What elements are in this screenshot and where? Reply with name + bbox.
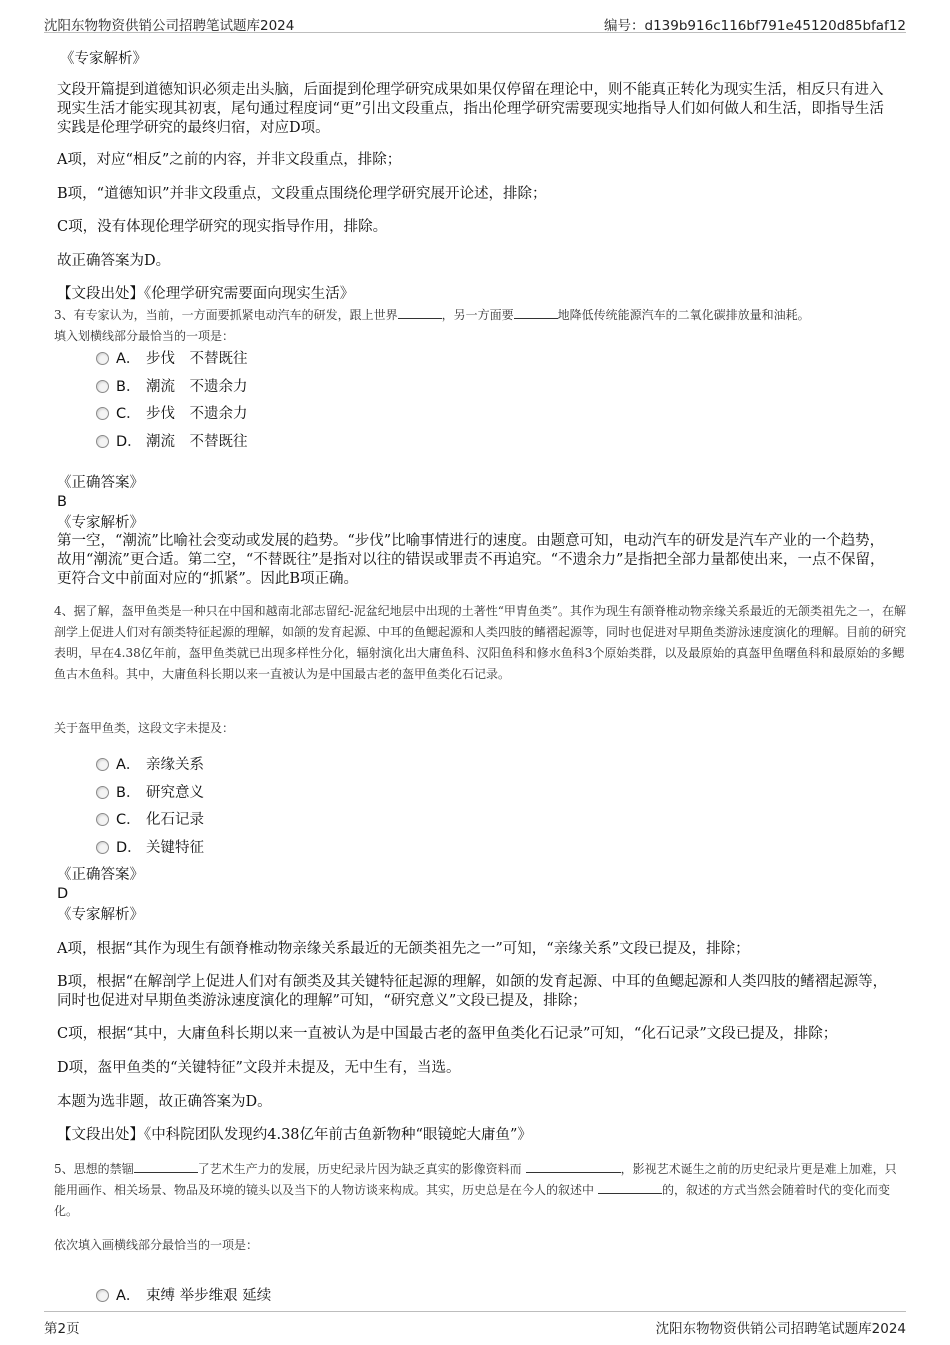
stem-part: 的，叙述的方式当然会随着时代的变化而变化。 — [54, 1183, 891, 1218]
blank-line — [526, 1160, 621, 1173]
expert-analysis-label: 《专家解析》 — [57, 515, 144, 531]
question-5-stem — [54, 1159, 906, 1222]
radio-icon[interactable] — [96, 786, 109, 799]
stem-part: ，另一方面要 — [441, 308, 514, 322]
answer-conclusion: 本题为选非题，故正确答案为D。 — [57, 1094, 272, 1110]
stem-part: 3、有专家认为，当前，一方面要抓紧电动汽车的研发，跟上世界 — [54, 308, 398, 322]
source-citation: 【文段出处】《伦理学研究需要面向现实生活》 — [57, 286, 355, 302]
question-4-prompt: 关于盔甲鱼类，这段文字未提及： — [54, 721, 235, 735]
answer-conclusion: 故正确答案为D。 — [57, 253, 171, 269]
analysis-option-a: A项，根据“其作为现生有颌脊椎动物亲缘关系最近的无颌类祖先之一”可知，“亲缘关系”文段已提及，排除； — [57, 941, 750, 957]
option-text: 潮流 不替既往 — [146, 434, 248, 450]
header-title: 沈阳东物物资供销公司招聘笔试题库2024 — [44, 18, 295, 34]
question-3-prompt: 填入划横线部分最恰当的一项是： — [54, 329, 235, 343]
page-footer — [44, 1311, 906, 1336]
page-number: 第2页 — [44, 1321, 80, 1337]
blank-line — [134, 1160, 198, 1173]
option-letter: C． — [116, 812, 141, 828]
stem-part: 地降低传统能源汽车的二氧化碳排放量和油耗。 — [557, 308, 810, 322]
analysis-option-b: B项，根据“在解剖学上促进人们对有颌类及其关键特征起源的理解，如颌的发育起源、中耳的鱼鳃起源和人类四肢的鳍褶起源等，同时也促进对早期鱼类游泳速度演化的理解”可知，“研究意义”文段已提及，排除； — [57, 974, 888, 1009]
option-letter: A． — [116, 1288, 141, 1304]
radio-icon[interactable] — [96, 813, 109, 826]
analysis-paragraph: 第一空，“潮流”比喻社会变动或发展的趋势。“步伐”比喻事情进行的速度。由题意可知，电动汽车的研发是汽车产业的一个趋势，故用“潮流”更合适。第二空，“不替既往”是指对以往的错误或罪责不再追究。“不遗余力”是指把全部力量都使出来，一点不保留，更符合文中前面对应的“抓紧”。因此B项正确。 — [57, 533, 885, 587]
option-letter: A． — [116, 351, 141, 367]
analysis-option-c: C项，没有体现伦理学研究的现实指导作用，排除。 — [57, 219, 388, 235]
option-text: 亲缘关系 — [146, 757, 204, 773]
stem-part: 了艺术生产力的发展，历史纪录片因为缺乏真实的影像资料而 — [197, 1162, 522, 1176]
option-letter: D． — [116, 840, 142, 856]
expert-analysis-label: 《专家解析》 — [60, 51, 147, 67]
correct-answer: B — [57, 494, 67, 510]
analysis-option-a: A项，对应“相反”之前的内容，并非文段重点，排除； — [57, 152, 402, 168]
radio-icon[interactable] — [96, 380, 109, 393]
correct-answer: D — [57, 886, 69, 902]
radio-icon[interactable] — [96, 758, 109, 771]
question-3-stem — [54, 305, 904, 326]
correct-answer-label: 《正确答案》 — [57, 475, 144, 491]
option-text: 步伐 不遗余力 — [146, 406, 248, 422]
source-citation: 【文段出处】《中科院团队发现约4.38亿年前古鱼新物种“眼镜蛇大庸鱼”》 — [57, 1127, 532, 1143]
option-text: 束缚 举步维艰 延续 — [146, 1288, 272, 1304]
option-text: 关键特征 — [146, 840, 204, 856]
radio-icon[interactable] — [96, 841, 109, 854]
radio-icon[interactable] — [96, 1289, 109, 1302]
option-text: 化石记录 — [146, 812, 204, 828]
radio-icon[interactable] — [96, 407, 109, 420]
radio-icon[interactable] — [96, 435, 109, 448]
expert-analysis-label: 《专家解析》 — [57, 907, 144, 923]
analysis-option-b: B项，“道德知识”并非文段重点，文段重点围绕伦理学研究展开论述，排除； — [57, 186, 547, 202]
option-text: 步伐 不替既往 — [146, 351, 248, 367]
analysis-option-d: D项，盔甲鱼类的“关键特征”文段并未提及，无中生有，当选。 — [57, 1060, 461, 1076]
page-header — [44, 12, 906, 33]
blank-line — [398, 306, 442, 319]
option-text: 研究意义 — [146, 785, 204, 801]
question-5-prompt: 依次填入画横线部分最恰当的一项是： — [54, 1238, 259, 1252]
radio-icon[interactable] — [96, 352, 109, 365]
footer-title: 沈阳东物物资供销公司招聘笔试题库2024 — [655, 1321, 906, 1337]
stem-part: ，影视艺术诞生之前的历史纪录片更是难上加难，只能用画作、相关场景、物品及环境的镜头以及当下的人物访谈来构成。其实，历史总是在今人的叙述中 — [54, 1162, 897, 1197]
blank-line — [514, 306, 558, 319]
option-text: 潮流 不遗余力 — [146, 379, 248, 395]
option-letter: A． — [116, 757, 141, 773]
stem-part: 5、思想的禁锢 — [54, 1162, 134, 1176]
blank-line — [598, 1181, 662, 1194]
analysis-paragraph: 文段开篇提到道德知识必须走出头脑，后面提到伦理学研究成果如果仅停留在理论中，则不能真正转化为现实生活，相反只有进入现实生活才能实现其初衷，尾句通过程度词“更”引出文段重点，指出伦理学研究需要现实地指导人们如何做人和生活，即指导生活实践是伦理学研究的最终归宿，对应D项。 — [57, 82, 884, 136]
option-letter: C． — [116, 406, 141, 422]
option-letter: D． — [116, 434, 142, 450]
correct-answer-label: 《正确答案》 — [57, 867, 144, 883]
analysis-option-c: C项，根据“其中，大庸鱼科长期以来一直被认为是中国最古老的盔甲鱼类化石记录”可知，“化石记录”文段已提及，排除； — [57, 1026, 838, 1042]
question-4-stem: 4、据了解，盔甲鱼类是一种只在中国和越南北部志留纪-泥盆纪地层中出现的土著性“甲胄鱼类”。其作为现生有颌脊椎动物亲缘关系最近的无颌类祖先之一，在解剖学上促进人们对有颌类特征起源的理解，如颌的发育起源、中耳的鱼鳃起源和人类四肢的鳍褶起源等，同时也促进对早期鱼类游泳速度演化的理解。目前的研究表明，早在4.38亿年前，盔甲鱼类就已出现多样性分化，辐射演化出大庸鱼科、汉阳鱼科和修水鱼科3个原始类群，以及最原始的真盔甲鱼曙鱼科和最原始的多鳃鱼古木鱼科。其中，大庸鱼科长期以来一直被认为是中国最古老的盔甲鱼类化石记录。 — [54, 604, 907, 681]
option-letter: B． — [116, 379, 141, 395]
document-id: 编号：d139b916c116bf791e45120d85bfaf12 — [604, 18, 906, 34]
option-letter: B． — [116, 785, 141, 801]
